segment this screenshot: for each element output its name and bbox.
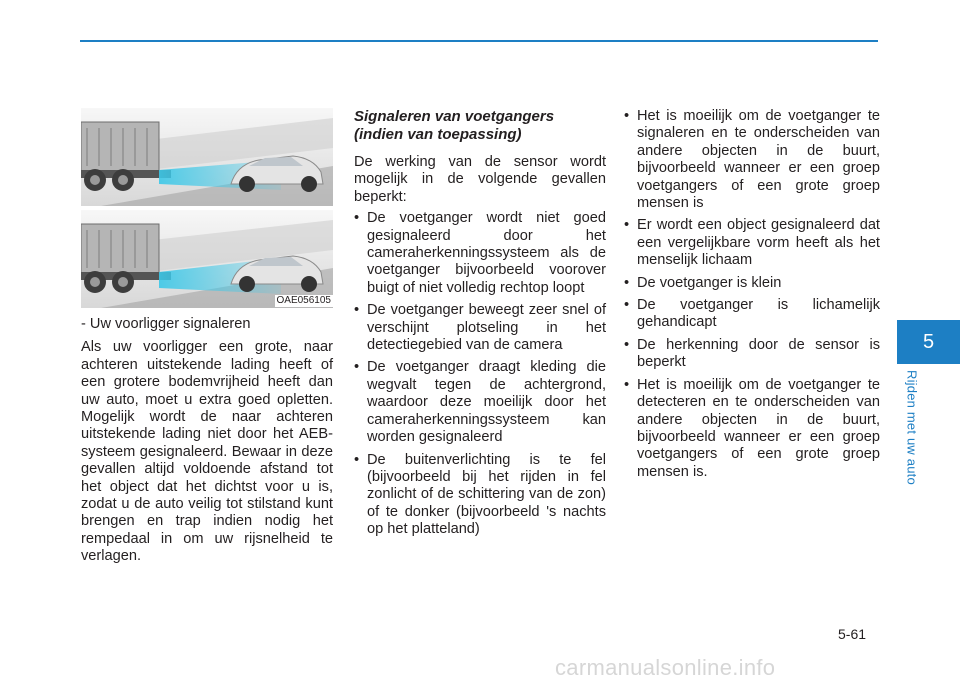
intro-paragraph: De werking van de sensor wordt mogelijk in de volgende gevallen beperkt: bbox=[354, 154, 606, 205]
chapter-tab: 5 bbox=[897, 320, 960, 364]
page-number: 5-61 bbox=[838, 626, 867, 642]
list-item: • De voetganger is lichamelijk gehandicapt bbox=[624, 297, 880, 332]
watermark: carmanualsonline.info bbox=[555, 655, 776, 680]
list-item: • Het is moeilijk om de voetganger te signaleren en te onderscheiden van andere objecten in de buurt, bijvoorbeeld wanneer er een groep voetgangers of een grote groep mensen is bbox=[624, 108, 880, 212]
dash-item: - Uw voorligger signaleren bbox=[81, 316, 251, 332]
right-column bbox=[624, 108, 880, 486]
car-wheel bbox=[301, 176, 317, 192]
list-item: • Het is moeilijk om de voetganger te detecteren en te onderscheiden van andere objecten in de buurt, bijvoorbeeld wanneer er een groep voetgangers of een grote groep mensen is. bbox=[624, 377, 880, 481]
bullet-list bbox=[354, 210, 606, 538]
chapter-title: Rijden met uw auto bbox=[904, 370, 920, 485]
list-item: • De voetganger is klein bbox=[624, 275, 880, 292]
list-item: • De herkenning door de sensor is beperkt bbox=[624, 337, 880, 372]
list-item: • De voetganger beweegt zeer snel of verschijnt plotseling in het detectiegebied van de camera bbox=[354, 302, 606, 354]
figure-code: OAE056105 bbox=[276, 295, 331, 306]
header-rule bbox=[80, 40, 878, 42]
body-paragraph: Als uw voorligger een grote, naar achteren uitstekende lading heeft of een grotere bodemvrijheid heeft dan uw auto, moet u extra goed opletten. Mogelijk wordt de naar achteren uitstekende lading niet door het AEB-systeem gesignaleerd. Bewaar in deze gevallen altijd voldoende afstand tot het object dat het dichtst voor u is, zodat u de auto veilig tot stilstand kunt brengen en trap indien nodig het rempedaal in om uw rijsnelheid te verlagen. bbox=[81, 339, 333, 565]
middle-column bbox=[354, 108, 606, 544]
list-item: • De voetganger draagt kleding die wegvalt tegen de achtergrond, waardoor deze moeilijk door het cameraherkenningssysteem kan worden gesignaleerd bbox=[354, 359, 606, 446]
truck-car-illustration bbox=[81, 108, 333, 308]
car-wheel bbox=[239, 176, 255, 192]
section-heading: Signaleren van voetgangers (indien van toepassing) bbox=[354, 108, 555, 143]
list-item: • De voetganger wordt niet goed gesignaleerd door het cameraherkenningssysteem als de voetganger bijvoorbeeld voorover buigt of niet volledig rechtop loopt bbox=[354, 210, 606, 297]
list-item: • Er wordt een object gesignaleerd dat een vergelijkbare vorm heeft als het menselijk lichaam bbox=[624, 217, 880, 269]
left-column bbox=[81, 108, 333, 566]
aeb-illustration bbox=[81, 108, 333, 308]
list-item: • De buitenverlichting is te fel (bijvoorbeeld bij het rijden in fel zonlicht of de schittering van de zon) of te donker (bijvoorbeeld 's nachts op het platteland) bbox=[354, 452, 606, 539]
bullet-list bbox=[624, 108, 880, 481]
